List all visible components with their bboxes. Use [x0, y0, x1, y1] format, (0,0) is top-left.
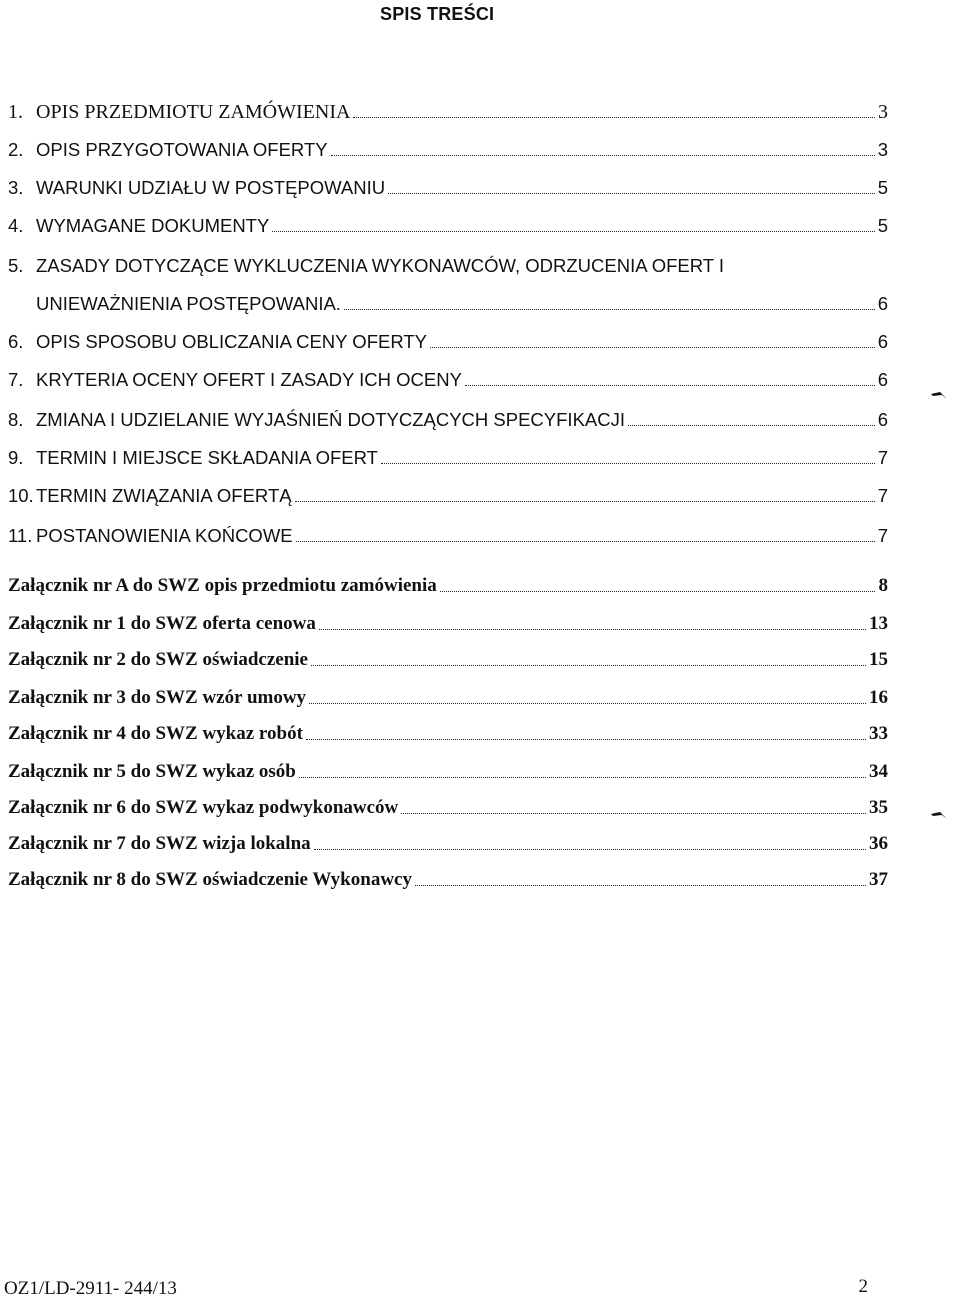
toc-entry-number: 7. [8, 369, 24, 390]
attachment-label: Załącznik nr 8 do SWZ oświadczenie Wykonawcy [8, 869, 412, 890]
leader-dots [401, 813, 866, 814]
scan-mark-icon [930, 810, 948, 820]
attachment-entry[interactable] [8, 680, 888, 710]
attachment-label: Załącznik nr 6 do SWZ wykaz podwykonawców [8, 797, 399, 818]
leader-dots [331, 155, 875, 156]
attachment-page: 13 [869, 613, 888, 634]
leader-dots [353, 117, 875, 118]
leader-dots [314, 849, 866, 850]
toc-entry-page: 7 [877, 447, 888, 468]
attachment-entry[interactable] [8, 606, 888, 636]
toc-entry-label: ZASADY DOTYCZĄCE WYKLUCZENIA WYKONAWCÓW, ODRZUCENIA OFERT I [36, 255, 725, 276]
leader-dots [415, 885, 866, 886]
toc-entry-label: OPIS PRZYGOTOWANIA OFERTY [36, 139, 328, 160]
attachment-entry[interactable] [8, 754, 888, 784]
toc-entry-page: 7 [877, 485, 888, 506]
leader-dots [440, 591, 875, 592]
toc-entry-number: 5. [8, 255, 24, 276]
toc-entry-number: 2. [8, 139, 24, 160]
toc-entry-label: OPIS SPOSOBU OBLICZANIA CENY OFERTY [36, 331, 428, 352]
leader-dots [295, 501, 875, 502]
toc-entry-page: 7 [877, 525, 888, 546]
attachment-page: 15 [869, 649, 888, 670]
toc-entry[interactable] [8, 132, 888, 162]
leader-dots [306, 739, 866, 740]
attachment-page: 33 [869, 723, 888, 744]
toc-entry-page: 6 [877, 409, 888, 430]
toc-entry-label: POSTANOWIENIA KOŃCOWE [36, 525, 293, 546]
leader-dots [296, 541, 875, 542]
leader-dots [299, 777, 866, 778]
attachment-entry[interactable] [8, 862, 888, 892]
attachment-label: Załącznik nr 2 do SWZ oświadczenie [8, 649, 308, 670]
toc-entry-page: 5 [877, 215, 888, 236]
attachment-entry[interactable] [8, 568, 888, 598]
toc-entry-page: 5 [877, 177, 888, 198]
toc-entry[interactable] [8, 248, 888, 278]
leader-dots [430, 347, 875, 348]
attachment-page: 37 [869, 869, 888, 890]
attachment-page: 34 [869, 761, 888, 782]
leader-dots [628, 425, 875, 426]
toc-entry-page: 3 [877, 139, 888, 160]
toc-entry-continuation[interactable] [8, 286, 888, 316]
toc-entry-page: 6 [877, 331, 888, 352]
leader-dots [311, 665, 866, 666]
leader-dots [388, 193, 875, 194]
toc-entry-page: 3 [878, 101, 888, 123]
leader-dots [465, 385, 875, 386]
leader-dots [381, 463, 875, 464]
attachment-label: Załącznik nr 3 do SWZ wzór umowy [8, 687, 307, 708]
toc-entry[interactable] [8, 208, 888, 238]
toc-entry-label: TERMIN I MIEJSCE SKŁADANIA OFERT [36, 447, 378, 468]
attachment-page: 16 [869, 687, 888, 708]
attachment-page: 35 [869, 797, 888, 818]
toc-entry-label: TERMIN ZWIĄZANIA OFERTĄ [36, 485, 292, 506]
attachment-label: Załącznik nr 4 do SWZ wykaz robót [8, 723, 303, 744]
leader-dots [344, 309, 875, 310]
attachment-entry[interactable] [8, 790, 888, 820]
page-title: SPIS TREŚCI [380, 4, 495, 24]
attachment-entry[interactable] [8, 826, 888, 856]
leader-dots [319, 629, 866, 630]
toc-entry[interactable] [8, 402, 888, 432]
attachment-entry[interactable] [8, 642, 888, 672]
toc-entry[interactable] [8, 94, 888, 124]
attachment-page: 8 [878, 575, 888, 596]
toc-entry-label: OPIS PRZEDMIOTU ZAMÓWIENIA [36, 101, 351, 123]
toc-entry-label: ZMIANA I UDZIELANIE WYJAŚNIEŃ DOTYCZĄCYCH SPECYFIKACJI [36, 409, 626, 430]
toc-entry[interactable] [8, 324, 888, 354]
toc-entry[interactable] [8, 478, 888, 508]
page-number: 2 [858, 1276, 868, 1297]
toc-entry[interactable] [8, 440, 888, 470]
toc-entry-label: WYMAGANE DOKUMENTY [36, 215, 270, 236]
leader-dots [272, 231, 874, 232]
attachment-entry[interactable] [8, 716, 888, 746]
document-reference: OZ1/LD-2911- 244/13 [4, 1278, 177, 1299]
toc-entry-label: KRYTERIA OCENY OFERT I ZASADY ICH OCENY [36, 369, 462, 390]
toc-entry[interactable] [8, 170, 888, 200]
toc-entry-number: 6. [8, 331, 24, 352]
toc-entry-number: 4. [8, 215, 24, 236]
toc-entry-number: 1. [8, 101, 23, 123]
toc-entry-label: WARUNKI UDZIAŁU W POSTĘPOWANIU [36, 177, 386, 198]
leader-dots [309, 703, 866, 704]
attachment-label: Załącznik nr 5 do SWZ wykaz osób [8, 761, 296, 782]
toc-entry[interactable] [8, 362, 888, 392]
attachment-label: Załącznik nr 1 do SWZ oferta cenowa [8, 613, 316, 634]
attachment-label: Załącznik nr 7 do SWZ wizja lokalna [8, 833, 311, 854]
toc-entry-number: 9. [8, 447, 24, 468]
attachment-label: Załącznik nr A do SWZ opis przedmiotu zamówienia [8, 575, 437, 596]
attachment-page: 36 [869, 833, 888, 854]
toc-entry[interactable] [8, 518, 888, 548]
toc-entry-page: 6 [877, 293, 888, 314]
toc-entry-number: 10. [8, 485, 34, 506]
toc-entry-number: 8. [8, 409, 24, 430]
toc-entry-number: 11. [8, 525, 33, 546]
toc-entry-page: 6 [877, 369, 888, 390]
toc-entry-number: 3. [8, 177, 24, 198]
scan-mark-icon [930, 390, 948, 400]
toc-entry-label-continued: UNIEWAŻNIENIA POSTĘPOWANIA. [36, 293, 341, 314]
